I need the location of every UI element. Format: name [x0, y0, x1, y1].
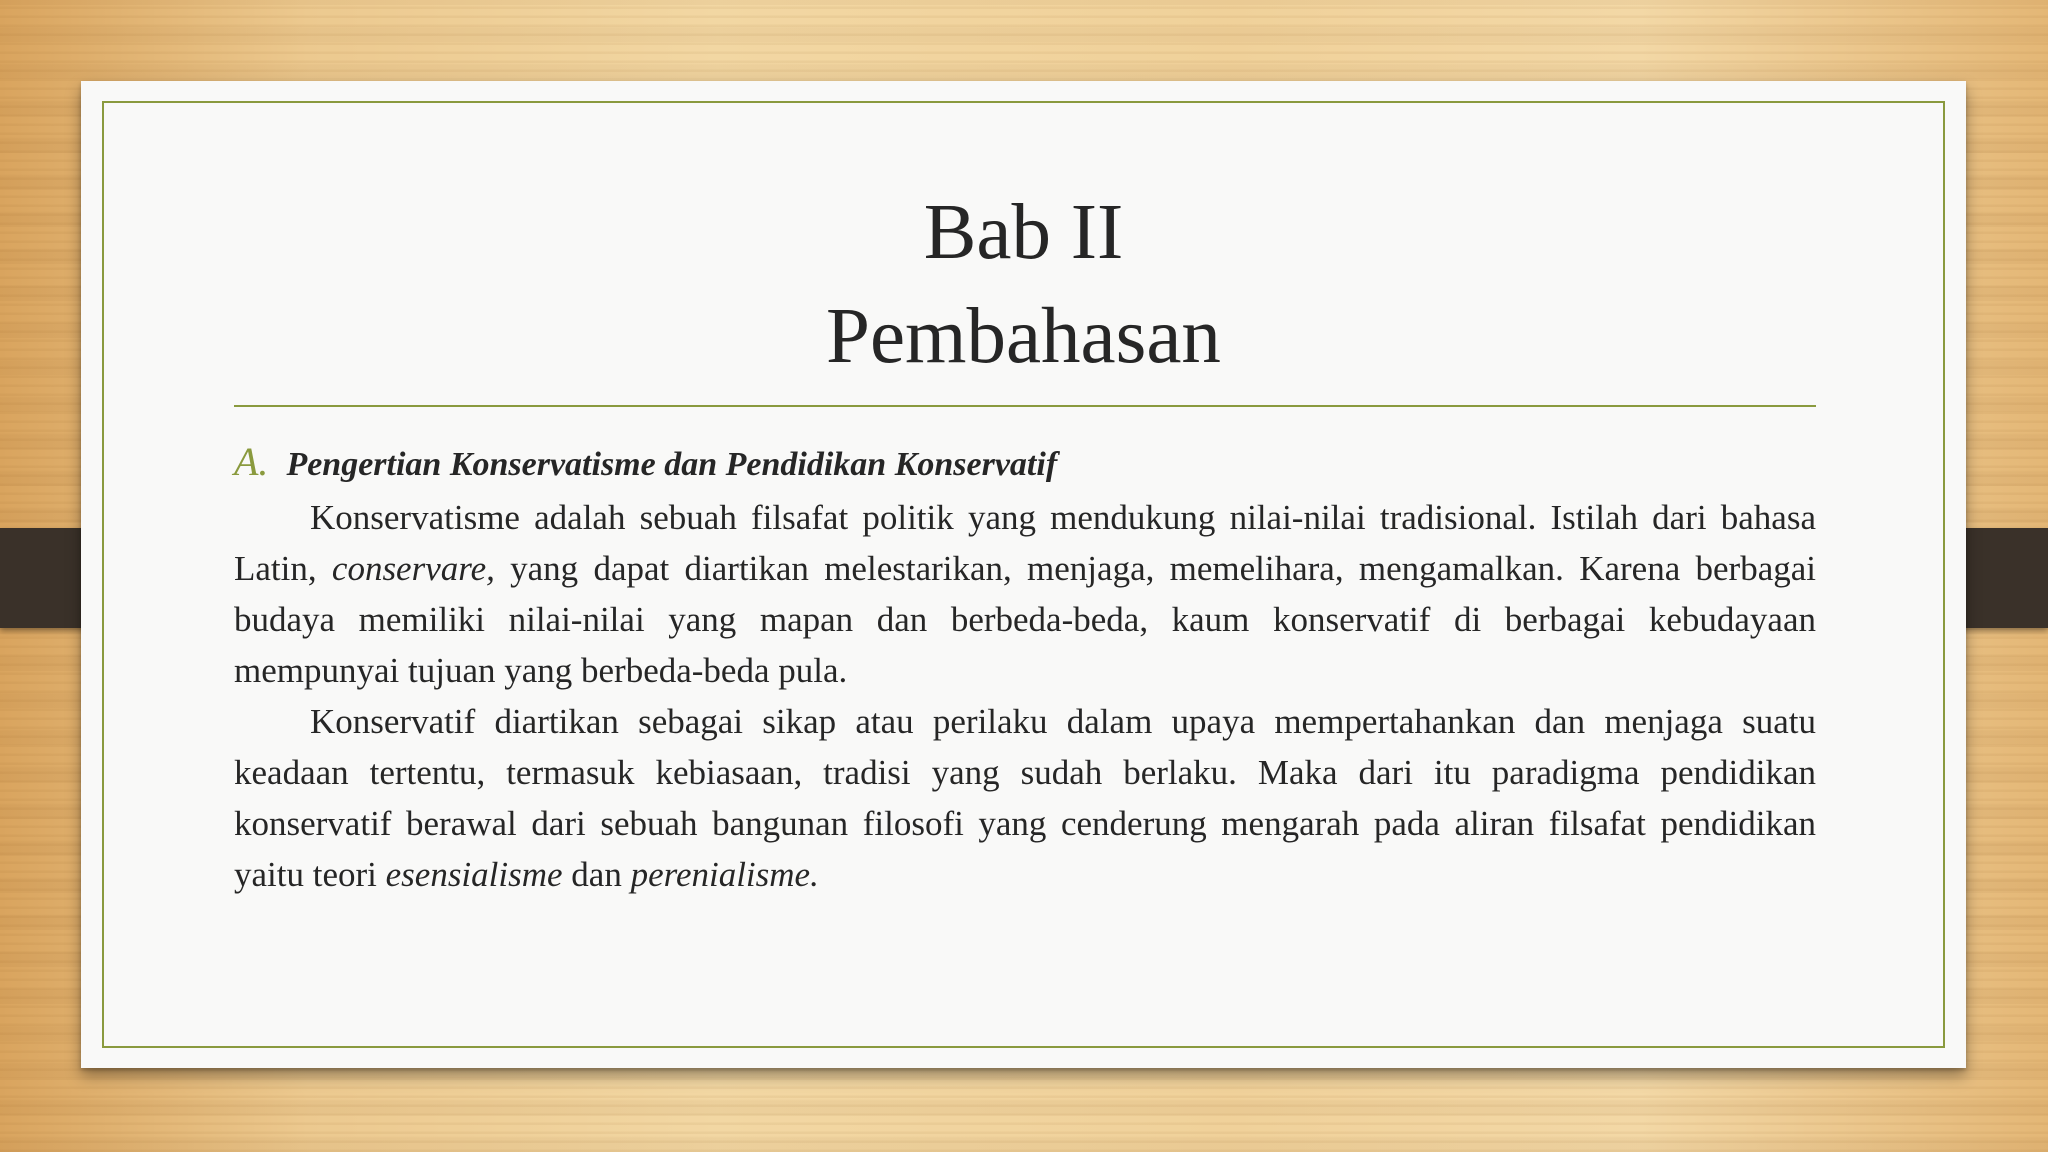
slide-body — [234, 437, 1816, 900]
paragraph-1 — [234, 492, 1816, 696]
section-letter: A. — [234, 439, 269, 484]
title-line-2: Pembahasan — [826, 293, 1221, 380]
slide-title — [81, 181, 1966, 389]
paragraph-2 — [234, 696, 1816, 900]
section-heading — [234, 437, 1816, 490]
title-divider — [234, 405, 1816, 407]
slide-card — [81, 81, 1966, 1068]
paragraph-2-italic-term-1: esensialisme — [385, 855, 563, 894]
section-heading-text: Pengertian Konservatisme dan Pendidikan Konservatif — [286, 446, 1058, 483]
paragraph-2-part-1: Konservatif diartikan sebagai sikap atau perilaku dalam upaya mempertahankan dan menjaga suatu keadaan tertentu, termasuk kebiasaan, tradisi yang sudah berlaku. Maka dari itu paradigma pendidikan konservatif berawal dari sebuah bangunan filosofi yang cenderung mengarah pada aliran filsafat pendidikan yaitu teori — [234, 702, 1816, 894]
title-line-1: Bab II — [923, 189, 1124, 276]
paragraph-1-italic-term: conservare, — [331, 549, 495, 588]
paragraph-2-part-2: dan — [571, 855, 622, 894]
paragraph-2-italic-term-2: perenialisme. — [630, 855, 819, 894]
paragraph-1-part-1: Konservatisme adalah sebuah filsafat politik yang mendukung nilai-nilai tradisional. Istilah dari bahasa Latin, — [234, 498, 1816, 588]
paragraph-1-part-2: yang dapat diartikan melestarikan, menjaga, memelihara, mengamalkan. Karena berbagai budaya memiliki nilai-nilai yang mapan dan berbeda-beda, kaum konservatif di berbagai kebudayaan mempunyai tujuan yang berbeda-beda pula. — [234, 549, 1816, 690]
